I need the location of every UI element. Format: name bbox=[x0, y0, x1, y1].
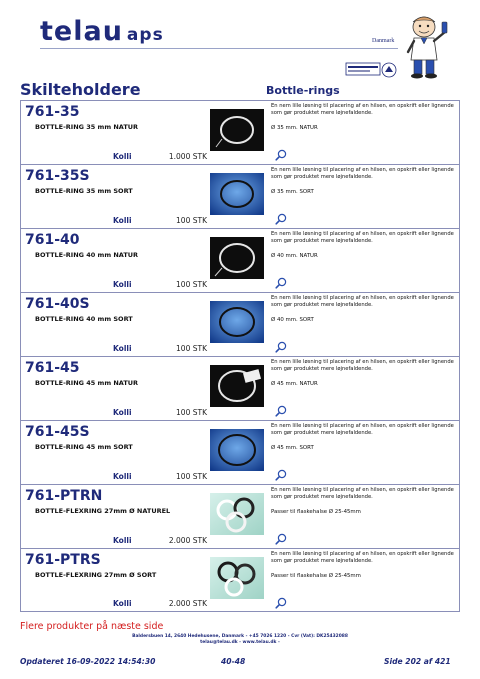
kolli-quantity: 100 STK bbox=[176, 408, 207, 417]
mascot-illustration bbox=[404, 14, 450, 80]
kolli-label: Kolli bbox=[113, 536, 132, 545]
kolli-label: Kolli bbox=[113, 408, 132, 417]
product-code[interactable]: 761-45 bbox=[25, 360, 80, 376]
product-card bbox=[20, 228, 460, 292]
product-image[interactable] bbox=[210, 301, 264, 343]
kolli-quantity: 2.000 STK bbox=[168, 536, 207, 545]
page-range: 40-48 bbox=[221, 657, 246, 666]
product-name: BOTTLE-RING 40 mm NATUR bbox=[35, 251, 139, 259]
page-header bbox=[0, 0, 480, 90]
product-image[interactable] bbox=[210, 109, 264, 151]
product-description: En nem lille løsning til placering af en hilsen, en opskrift eller lignende som gør produktet mere løjnefaldende. bbox=[271, 551, 454, 564]
product-card bbox=[20, 484, 460, 548]
zoom-icon[interactable] bbox=[275, 469, 287, 481]
badge-logo bbox=[345, 60, 397, 80]
product-description: En nem lille løsning til placering af en hilsen, en opskrift eller lignende som gør produktet mere løjnefaldende. bbox=[271, 167, 454, 180]
product-code[interactable]: 761-40 bbox=[25, 232, 80, 248]
kolli-quantity: 100 STK bbox=[176, 344, 207, 353]
zoom-icon[interactable] bbox=[275, 149, 287, 161]
product-description: En nem lille løsning til placering af en hilsen, en opskrift eller lignende som gør produktet mere løjnefaldende. bbox=[271, 231, 454, 244]
product-card bbox=[20, 164, 460, 228]
product-description: En nem lille løsning til placering af en hilsen, en opskrift eller lignende som gør produktet mere løjnefaldende. bbox=[271, 295, 454, 308]
page-number: Side 202 af 421 bbox=[384, 657, 451, 666]
kolli-quantity: 2.000 STK bbox=[168, 599, 207, 608]
kolli-quantity: 100 STK bbox=[176, 280, 207, 289]
product-name: BOTTLE-RING 45 mm NATUR bbox=[35, 379, 139, 387]
product-name: BOTTLE-FLEXRING 27mm Ø NATUREL bbox=[35, 507, 171, 515]
product-code[interactable]: 761-PTRN bbox=[25, 488, 103, 504]
product-description: En nem lille løsning til placering af en hilsen, en opskrift eller lignende som gør produktet mere løjnefaldende. bbox=[271, 103, 454, 116]
company-address: Baldersbuen 14, 2640 Hedehusene, Danmark - +45 7026 1220 - Cvr (Vat): DK25432088 bbox=[132, 634, 348, 639]
product-spec: Ø 40 mm. NATUR bbox=[271, 253, 318, 259]
company-contact: telau@telau.dk - www.telau.dk - bbox=[200, 640, 280, 645]
kolli-label: Kolli bbox=[113, 216, 132, 225]
product-image[interactable] bbox=[210, 557, 264, 599]
zoom-icon[interactable] bbox=[275, 533, 287, 545]
kolli-quantity: 100 STK bbox=[176, 216, 207, 225]
product-description: En nem lille løsning til placering af en hilsen, en opskrift eller lignende som gør produktet mere løjnefaldende. bbox=[271, 359, 454, 372]
product-card bbox=[20, 548, 460, 612]
product-spec: Ø 35 mm. NATUR bbox=[271, 125, 318, 131]
kolli-label: Kolli bbox=[113, 152, 132, 161]
zoom-icon[interactable] bbox=[275, 405, 287, 417]
product-code[interactable]: 761-40S bbox=[25, 296, 90, 312]
kolli-label: Kolli bbox=[113, 280, 132, 289]
product-spec: Passer til flaskehalse Ø 25-45mm bbox=[271, 509, 361, 515]
product-card bbox=[20, 420, 460, 484]
more-products-link[interactable]: Flere produkter på næste side bbox=[20, 621, 164, 632]
product-name: BOTTLE-RING 45 mm SORT bbox=[35, 443, 133, 451]
zoom-icon[interactable] bbox=[275, 277, 287, 289]
product-code[interactable]: 761-PTRS bbox=[25, 552, 101, 568]
product-spec: Passer til flaskehalse Ø 25-45mm bbox=[271, 573, 361, 579]
header-divider bbox=[40, 48, 398, 49]
logo-main: telau bbox=[40, 16, 123, 47]
product-spec: Ø 45 mm. SORT bbox=[271, 445, 314, 451]
zoom-icon[interactable] bbox=[275, 341, 287, 353]
product-image[interactable] bbox=[210, 493, 264, 535]
product-spec: Ø 35 mm. SORT bbox=[271, 189, 314, 195]
logo-sub: aps bbox=[126, 25, 164, 45]
kolli-quantity: 1.000 STK bbox=[168, 152, 207, 161]
product-name: BOTTLE-RING 35 mm SORT bbox=[35, 187, 133, 195]
category-title: Bottle-rings bbox=[266, 84, 340, 97]
country-label: Danmark bbox=[372, 38, 395, 44]
product-card bbox=[20, 356, 460, 420]
kolli-quantity: 100 STK bbox=[176, 472, 207, 481]
section-title: Skilteholdere bbox=[20, 80, 141, 99]
kolli-label: Kolli bbox=[113, 344, 132, 353]
product-code[interactable]: 761-35S bbox=[25, 168, 90, 184]
product-spec: Ø 45 mm. NATUR bbox=[271, 381, 318, 387]
product-description: En nem lille løsning til placering af en hilsen, en opskrift eller lignende som gør produktet mere løjnefaldende. bbox=[271, 423, 454, 436]
product-description: En nem lille løsning til placering af en hilsen, en opskrift eller lignende som gør produktet mere løjnefaldende. bbox=[271, 487, 454, 500]
product-list bbox=[20, 100, 460, 612]
kolli-label: Kolli bbox=[113, 599, 132, 608]
zoom-icon[interactable] bbox=[275, 213, 287, 225]
product-image[interactable] bbox=[210, 173, 264, 215]
product-image[interactable] bbox=[210, 365, 264, 407]
telau-logo bbox=[40, 16, 164, 47]
updated-timestamp: Opdateret 16-09-2022 14:54:30 bbox=[20, 657, 156, 666]
product-code[interactable]: 761-45S bbox=[25, 424, 90, 440]
product-name: BOTTLE-FLEXRING 27mm Ø SORT bbox=[35, 571, 157, 579]
product-image[interactable] bbox=[210, 429, 264, 471]
zoom-icon[interactable] bbox=[275, 597, 287, 609]
product-name: BOTTLE-RING 40 mm SORT bbox=[35, 315, 133, 323]
product-name: BOTTLE-RING 35 mm NATUR bbox=[35, 123, 139, 131]
product-code[interactable]: 761-35 bbox=[25, 104, 80, 120]
product-card bbox=[20, 292, 460, 356]
product-spec: Ø 40 mm. SORT bbox=[271, 317, 314, 323]
kolli-label: Kolli bbox=[113, 472, 132, 481]
product-card bbox=[20, 100, 460, 164]
product-image[interactable] bbox=[210, 237, 264, 279]
